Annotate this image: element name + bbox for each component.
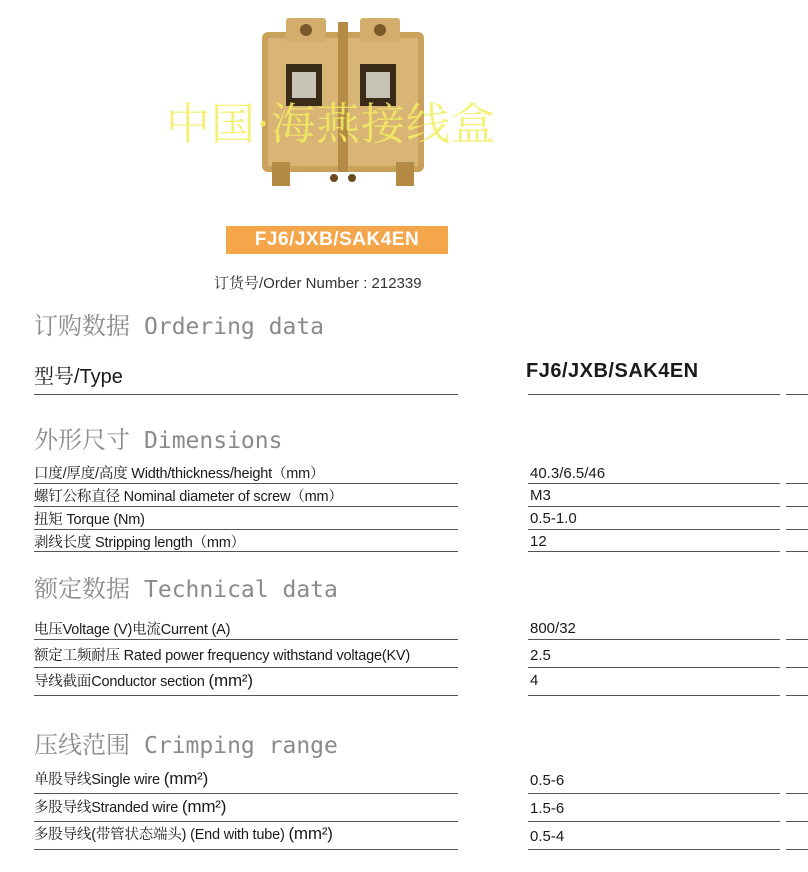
spec-value: 800/32 [530,620,576,637]
divider [34,821,458,822]
divider [34,529,458,530]
spec-label: 口度/厚度/高度 Width/thickness/height（mm） [34,466,325,482]
spec-value: 0.5-1.0 [530,510,577,527]
spec-label [34,823,333,844]
spec-value: 1.5-6 [530,800,565,817]
section-title-dimensions [34,420,282,455]
section-title-ordering [34,306,324,341]
divider [528,506,780,507]
spec-label-text: 导线截面Conductor section [34,674,205,690]
divider [786,849,808,850]
section-title-cn: 订购数据 [34,312,130,340]
divider [34,849,458,850]
section-title-en: Ordering data [144,314,325,340]
spec-label [34,670,253,691]
section-title-cn: 外形尺寸 [34,426,130,454]
divider [786,793,808,794]
divider [34,639,458,640]
divider [528,551,780,552]
spec-value: 0.5-4 [530,828,565,845]
order-number: 订货号/Order Number : 212339 [214,275,422,292]
section-title-en: Dimensions [144,428,283,454]
divider [786,695,808,696]
spec-value: 0.5-6 [530,772,565,789]
divider [34,506,458,507]
spec-label [34,796,226,817]
divider [528,639,780,640]
section-title-en: Crimping range [144,733,338,759]
divider [786,821,808,822]
unit-text: (mm²) [288,824,333,843]
divider [34,483,458,484]
divider [786,506,808,507]
divider [528,793,780,794]
section-title-cn: 压线范围 [34,731,130,759]
section-title-technical [34,569,338,604]
divider [528,483,780,484]
divider [786,529,808,530]
unit-text: (mm²) [181,797,227,816]
divider [786,551,808,552]
spec-value: 12 [530,533,547,550]
divider [528,394,780,395]
unit-text: (mm²) [208,671,253,690]
spec-label [34,768,208,789]
divider [528,695,780,696]
section-title-cn: 额定数据 [34,575,130,603]
spec-value: 40.3/6.5/46 [530,465,606,482]
unit-text: (mm²) [163,769,209,788]
type-value: FJ6/JXB/SAK4EN [526,360,699,382]
spec-label-text: 多股导线Stranded wire [34,800,179,816]
divider [34,695,458,696]
spec-label-text: 单股导线Single wire [34,772,160,788]
divider [786,667,808,668]
divider [34,667,458,668]
divider [786,394,808,395]
spec-value: 4 [530,672,539,689]
watermark-text: 中国·海燕接线盒 [166,99,496,150]
spec-value: 2.5 [530,647,551,664]
spec-value: M3 [530,487,551,504]
divider [528,667,780,668]
spec-label: 螺钉公称直径 Nominal diameter of screw（mm） [34,489,343,505]
spec-label: 扭矩 Torque (Nm) [34,512,145,528]
model-badge: FJ6/JXB/SAK4EN [226,226,448,254]
type-label: 型号/Type [34,366,123,388]
section-title-en: Technical data [144,577,338,603]
divider [786,639,808,640]
divider [786,483,808,484]
divider [528,849,780,850]
spec-label-text: 多股导线(带管状态端头) (End with tube) [34,827,285,843]
section-title-crimping [34,725,338,760]
spec-label: 电压Voltage (V)电流Current (A) [34,622,231,638]
divider [34,551,458,552]
spec-label: 剥线长度 Stripping length（mm） [34,535,245,551]
divider [528,529,780,530]
divider [34,394,458,395]
divider [528,821,780,822]
spec-label: 额定工频耐压 Rated power frequency withstand voltage(KV) [34,648,411,664]
divider [34,793,458,794]
